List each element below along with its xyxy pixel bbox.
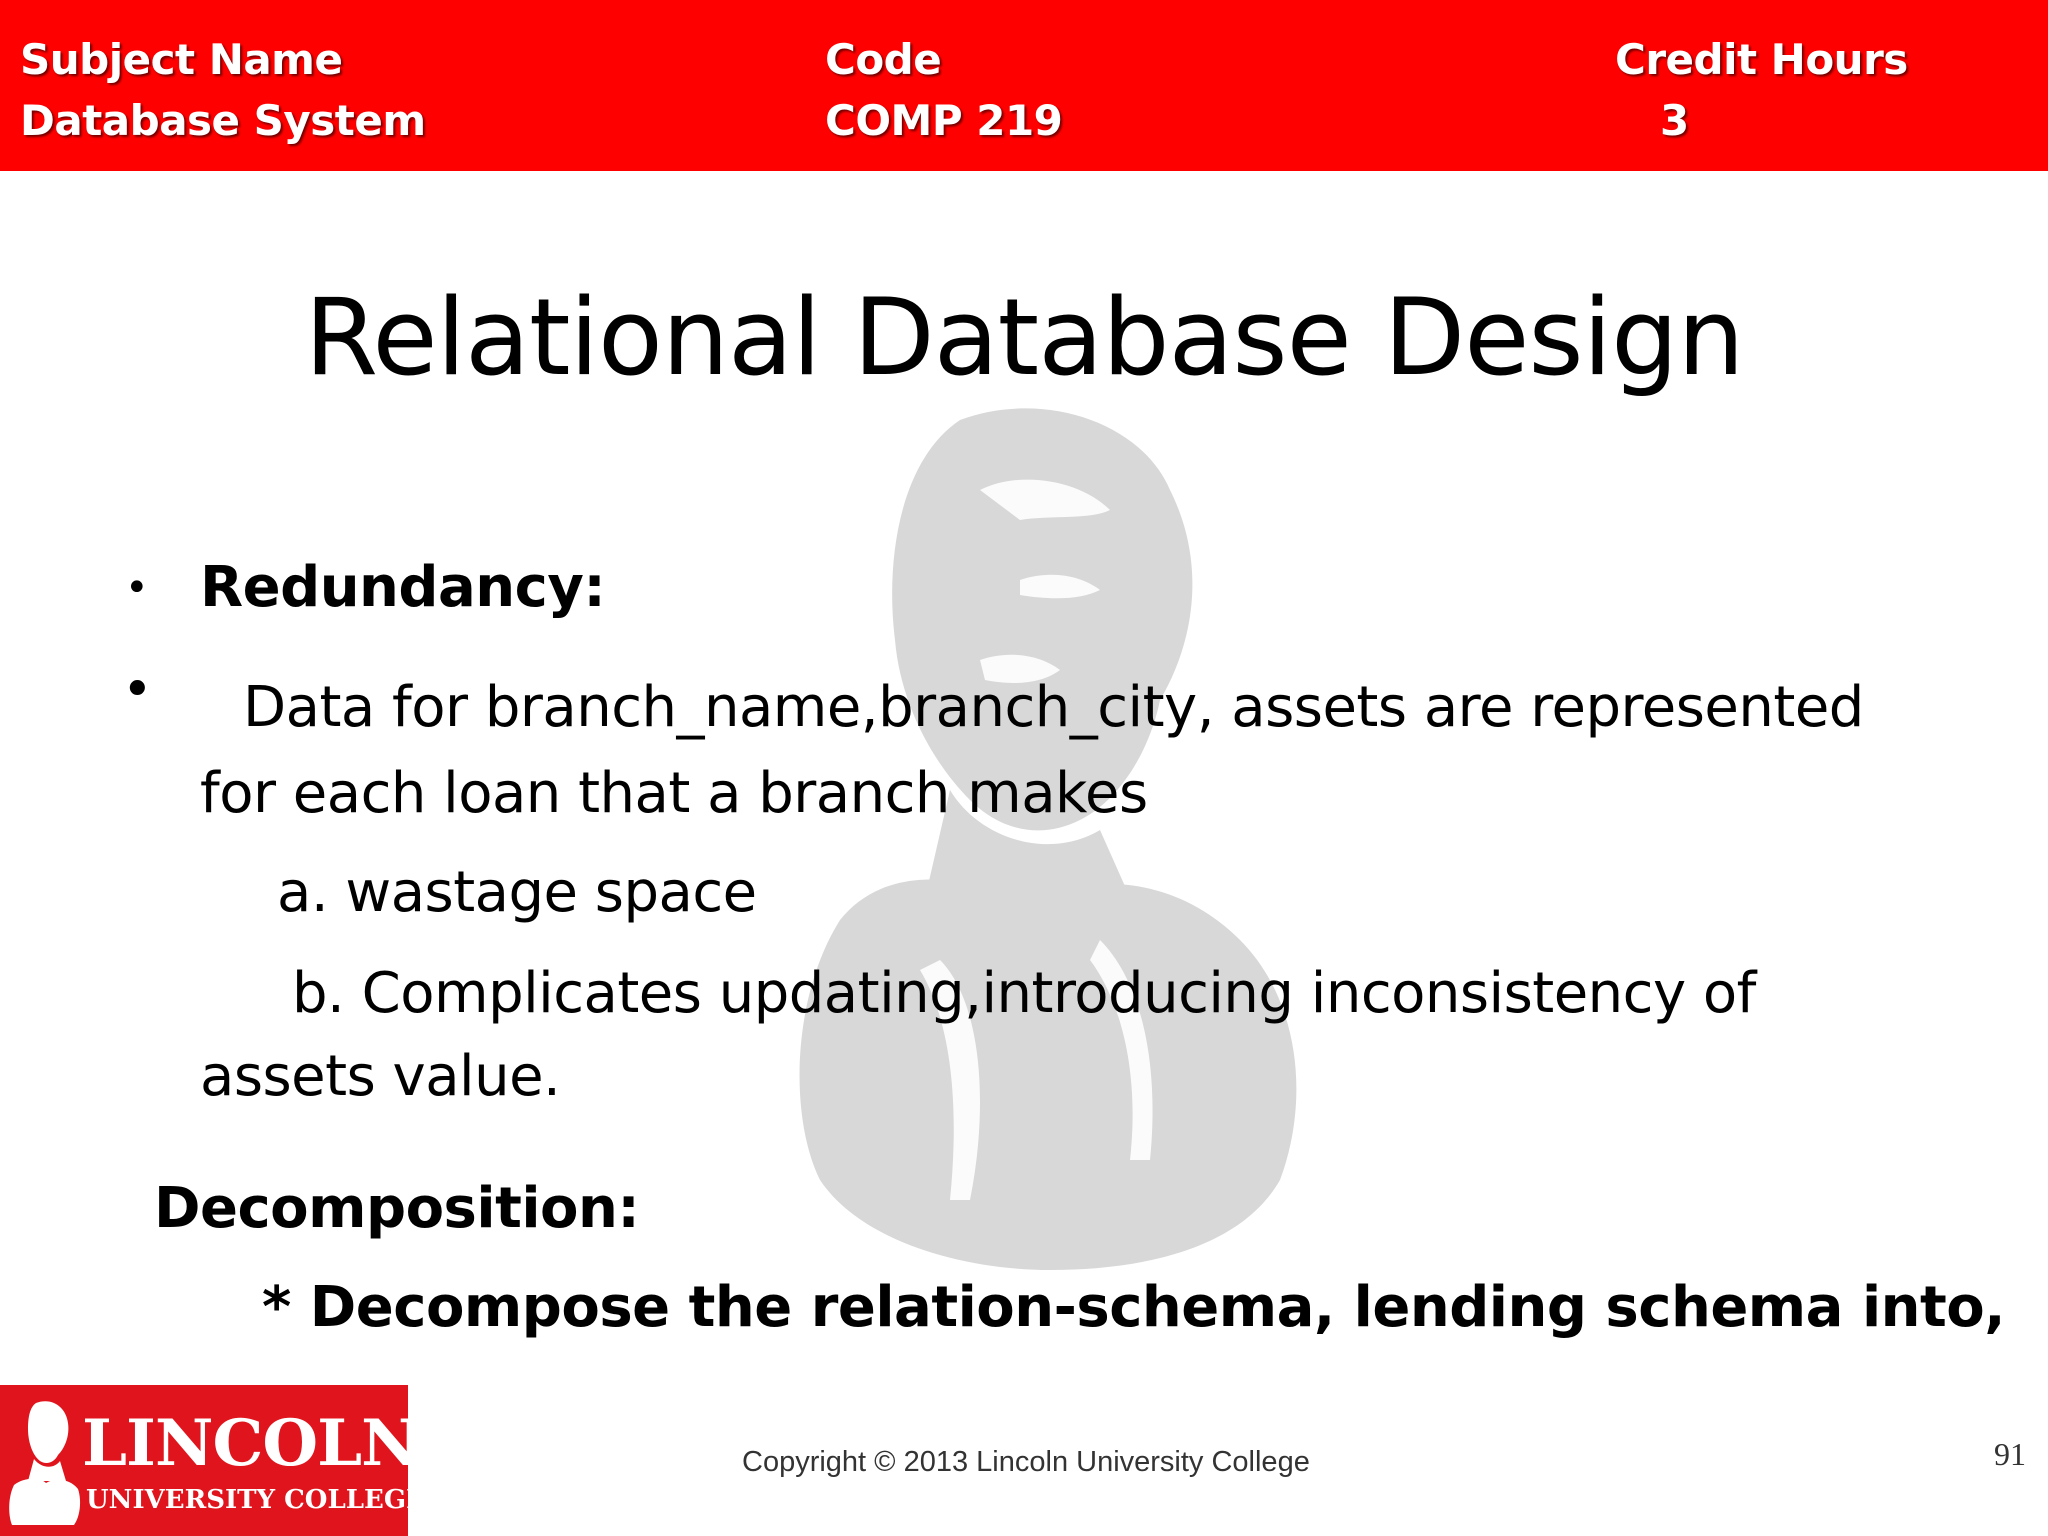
subitem-complicates-line1: b. Complicates updating,introducing inconsistency of	[292, 961, 1756, 1026]
subitem-wastage-space: a. wastage space	[277, 860, 757, 925]
header-bar	[0, 0, 2048, 171]
bullet-icon: •	[125, 565, 149, 611]
bullet-icon: •	[122, 660, 153, 720]
credit-hours-value: 3	[1660, 96, 1689, 145]
decomposition-text: * Decompose the relation-schema, lending schema into,	[262, 1275, 2006, 1340]
subject-name-label: Subject Name	[20, 35, 343, 84]
subitem-complicates-line2: assets value.	[200, 1044, 561, 1109]
subject-name-value: Database System	[20, 96, 426, 145]
bullet-redundancy-detail-line1: Data for branch_name,branch_city, assets are represented	[243, 675, 1864, 740]
bust-logo-icon	[6, 1397, 82, 1527]
bullet-redundancy: Redundancy:	[200, 555, 606, 620]
bullet-redundancy-detail-line2: for each loan that a branch makes	[200, 761, 1148, 826]
slide-title: Relational Database Design	[304, 276, 1744, 399]
code-label: Code	[825, 35, 942, 84]
logo-subtitle: UNIVERSITY COLLEGE	[86, 1485, 426, 1515]
decomposition-heading: Decomposition:	[154, 1176, 640, 1241]
credit-hours-label: Credit Hours	[1615, 35, 1908, 84]
code-value: COMP 219	[825, 96, 1063, 145]
page-number: 91	[1994, 1436, 2026, 1472]
lincoln-logo	[0, 1385, 426, 1536]
copyright-text: Copyright © 2013 Lincoln University College	[742, 1446, 1310, 1478]
logo-name: LINCOLN	[82, 1406, 419, 1481]
